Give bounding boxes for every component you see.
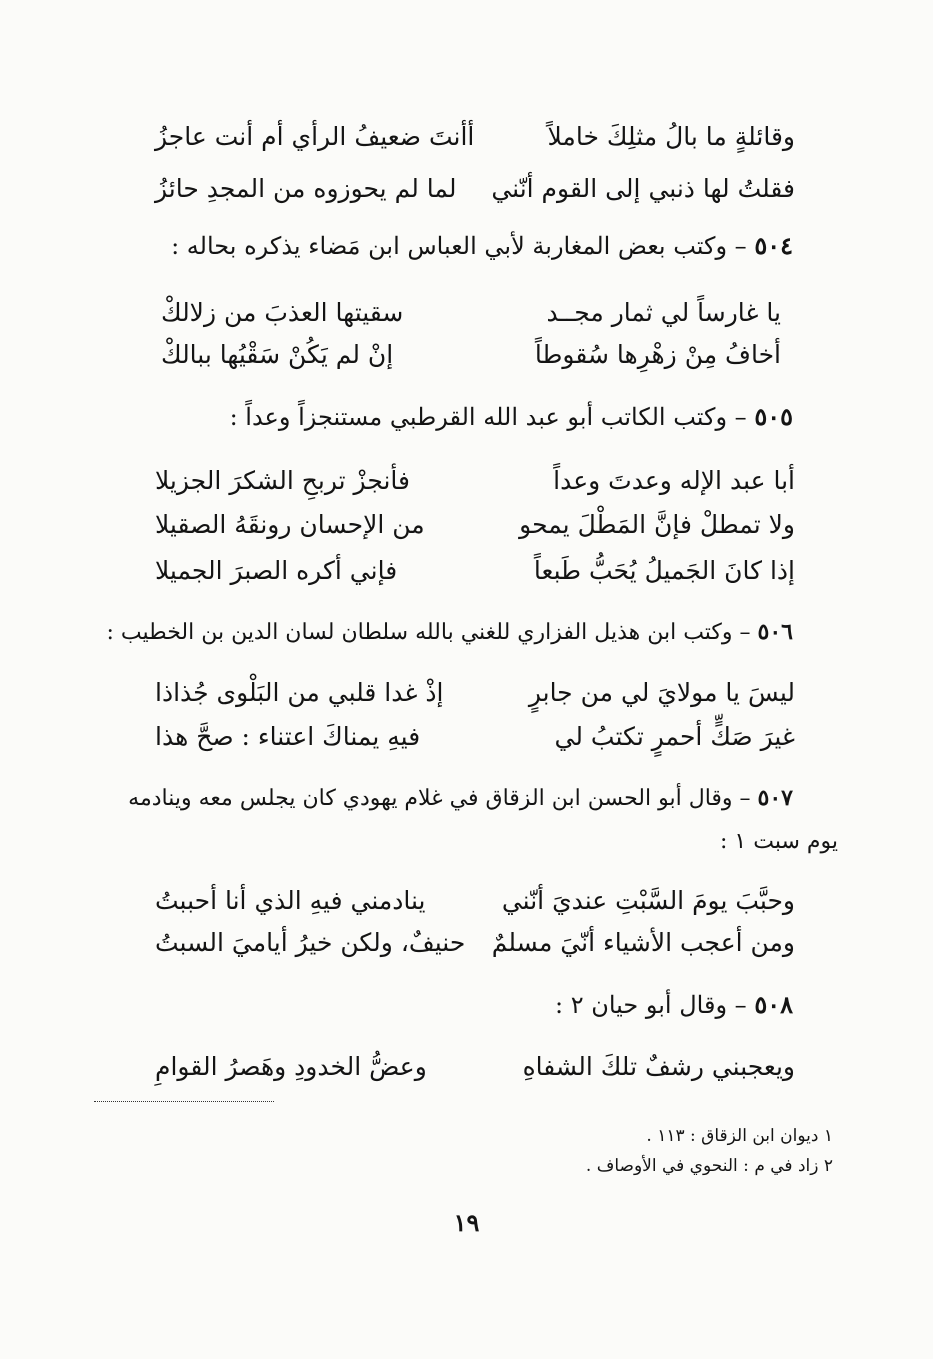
entry-number: ٥٠٧ (757, 785, 793, 811)
verse-first-hemistich: ولا تمطلْ فإنَّ المَطْلَ يمحو (519, 510, 795, 539)
verse-first-hemistich: ومن أعجب الأشياء أنّيَ مسلمٌ (491, 928, 795, 957)
entry-heading-continuation: يوم سبت ١ : (719, 829, 838, 854)
verse-couplet (155, 500, 795, 550)
verse-second-hemistich: فإني أكره الصبرَ الجميلا (155, 556, 398, 585)
verse-second-hemistich: لما لم يحوزوه من المجدِ حائزُ (155, 174, 457, 203)
verse-first-hemistich: وحبَّبَ يومَ السَّبْتِ عنديَ أنّني (501, 886, 795, 915)
entry-heading (113, 397, 793, 437)
verse-first-hemistich: إذا كانَ الجَميلُ يُحَبُّ طَبعاً (533, 556, 795, 585)
entry-heading (113, 985, 793, 1025)
entry-number: ٥٠٦ (757, 619, 793, 645)
entry-text: وكتب بعض المغاربة لأبي العباس ابن مَضاء يذكره بحاله : (171, 232, 728, 260)
verse-couplet (155, 712, 795, 762)
verse-couplet (155, 546, 795, 596)
entry-number: ٥٠٥ (754, 402, 793, 431)
entry-text: وقال أبو الحسن ابن الزقاق في غلام يهودي كان يجلس معه وينادمه (128, 786, 733, 811)
verse-second-hemistich: إذْ غدا قلبي من البَلْوى جُذاذا (155, 678, 444, 707)
footnote: ١ ديوان ابن الزقاق : ١١٣ . (646, 1126, 833, 1146)
verse-second-hemistich: حنيفٌ، ولكن خيرُ أياميَ السبتُ (155, 928, 466, 957)
verse-second-hemistich: إنْ لم يَكُنْ سَقْيُها ببالكْ (161, 340, 394, 369)
verse-second-hemistich: ينادمني فيهِ الذي أنا أحببتُ (155, 886, 426, 915)
verse-couplet (155, 456, 795, 506)
verse-first-hemistich: أبا عبد الإله وعدتَ وعداً (553, 466, 795, 495)
entry-number: ٥٠٨ (754, 990, 793, 1019)
entry-dash: – (727, 232, 747, 260)
verse-second-hemistich: فأنجزْ تربحِ الشكرَ الجزيلا (155, 466, 410, 495)
verse-first-hemistich: ويعجبني رشفٌ تلكَ الشفاهِ (522, 1052, 795, 1081)
verse-second-hemistich: فيهِ يمناكَ اعتناء : صحَّ هذا (155, 722, 421, 751)
verse-first-hemistich: فقلتُ لها ذنبي إلى القوم أنّني (491, 174, 795, 203)
footnote: ٢ زاد في م : النحوي في الأوصاف . (585, 1156, 833, 1176)
verse-second-hemistich: من الإحسان رونقَهُ الصقيلا (155, 510, 425, 539)
verse-couplet (155, 668, 795, 718)
verse-second-hemistich: وعضُّ الخدودِ وهَصرُ القوامِ (155, 1052, 427, 1081)
entry-heading (113, 226, 793, 266)
page-number: ١٩ (453, 1208, 480, 1237)
entry-dash: – (727, 991, 747, 1019)
verse-first-hemistich: غيرَ صَكٍّ أحمرٍ تكتبُ لي (554, 722, 795, 751)
entry-heading (106, 612, 793, 653)
verse-second-hemistich: أأنتَ ضعيفُ الرأي أم أنت عاجزُ (155, 122, 475, 151)
verse-second-hemistich: سقيتها العذبَ من زلالكْ (161, 298, 404, 327)
entry-text: وكتب الكاتب أبو عبد الله القرطبي مستنجزاً وعداً : (229, 403, 728, 431)
verse-first-hemistich: أخافُ مِنْ زهْرِها سُقوطاً (534, 340, 781, 369)
footnote-separator (94, 1101, 274, 1102)
verse-first-hemistich: يا غارساً لي ثمار مجــد (546, 298, 781, 327)
verse-couplet (155, 164, 795, 214)
entry-dash: – (727, 403, 747, 431)
verse-first-hemistich: ليسَ يا مولايَ لي من جابرٍ (528, 678, 795, 707)
verse-couplet (155, 918, 795, 968)
entry-heading (93, 778, 793, 819)
entry-dash: – (732, 786, 751, 811)
entry-number: ٥٠٤ (754, 231, 793, 260)
entry-dash: – (732, 620, 751, 645)
entry-text: وقال أبو حيان ٢ : (554, 991, 728, 1019)
verse-couplet (155, 1042, 795, 1092)
verse-couplet (161, 330, 781, 380)
verse-first-hemistich: وقائلةٍ ما بالُ مثلِكَ خاملاً (547, 122, 795, 151)
verse-couplet (155, 112, 795, 162)
entry-text: وكتب ابن هذيل الفزاري للغني بالله سلطان لسان الدين بن الخطيب : (106, 620, 733, 645)
